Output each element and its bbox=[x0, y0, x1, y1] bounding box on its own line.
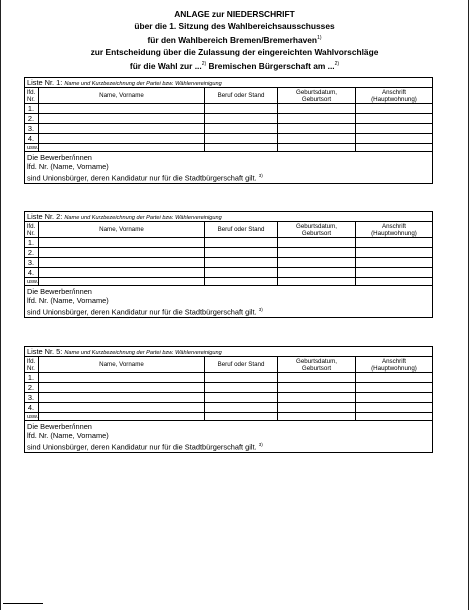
header-line-5: für die Wahl zur ...$^{2)}$ Bremischen Bürgerschaft am ...$^{2)}$ bbox=[129, 60, 340, 71]
col-anschrift: Anschrift (Hauptwohnung) bbox=[356, 357, 433, 373]
anschrift-cell[interactable] bbox=[356, 258, 433, 268]
name-cell[interactable] bbox=[39, 268, 205, 278]
col-geburt: Geburtsdatum, Geburtsort bbox=[278, 222, 356, 238]
geburt-cell[interactable] bbox=[278, 124, 356, 134]
table-row: 3. bbox=[25, 124, 433, 134]
name-cell[interactable] bbox=[39, 403, 205, 413]
header-line-3: für den Wahlbereich Bremen/Bremerhaven$^{1)}$ bbox=[147, 34, 322, 45]
col-lfd-nr: lfd. Nr. bbox=[25, 222, 39, 238]
anschrift-cell[interactable] bbox=[356, 104, 433, 114]
list-block-3 bbox=[24, 346, 433, 453]
geburt-cell[interactable] bbox=[278, 104, 356, 114]
name-cell[interactable] bbox=[39, 124, 205, 134]
list-footer-3: Die Bewerber/innen lfd. Nr. (Name, Vorname) sind Unionsbürger, deren Kandidatur nur für die Stadtbürgerschaft gilt. $^{3)}$ bbox=[25, 421, 433, 453]
col-anschrift: Anschrift (Hauptwohnung) bbox=[356, 88, 433, 104]
footnote-divider bbox=[3, 603, 43, 604]
geburt-cell[interactable] bbox=[278, 114, 356, 124]
anschrift-cell[interactable] bbox=[356, 403, 433, 413]
anschrift-cell[interactable] bbox=[356, 124, 433, 134]
col-anschrift: Anschrift (Hauptwohnung) bbox=[356, 222, 433, 238]
beruf-cell[interactable] bbox=[205, 403, 278, 413]
beruf-cell[interactable] bbox=[205, 238, 278, 248]
table-row: 4. bbox=[25, 268, 433, 278]
geburt-cell[interactable] bbox=[278, 373, 356, 383]
list-table-1 bbox=[24, 77, 433, 184]
table-row-usw: usw. bbox=[25, 144, 433, 152]
anschrift-cell[interactable] bbox=[356, 248, 433, 258]
anschrift-cell[interactable] bbox=[356, 268, 433, 278]
col-name: Name, Vorname bbox=[39, 357, 205, 373]
list-footer-1: Die Bewerber/innen lfd. Nr. (Name, Vorname) sind Unionsbürger, deren Kandidatur nur für die Stadtbürgerschaft gilt. $^{3)}$ bbox=[25, 152, 433, 184]
table-row: 3. bbox=[25, 258, 433, 268]
geburt-cell[interactable] bbox=[278, 403, 356, 413]
geburt-cell[interactable] bbox=[278, 383, 356, 393]
beruf-cell[interactable] bbox=[205, 383, 278, 393]
geburt-cell[interactable] bbox=[278, 268, 356, 278]
col-geburt: Geburtsdatum, Geburtsort bbox=[278, 88, 356, 104]
table-row: 4. bbox=[25, 403, 433, 413]
geburt-cell[interactable] bbox=[278, 134, 356, 144]
name-cell[interactable] bbox=[39, 383, 205, 393]
beruf-cell[interactable] bbox=[205, 258, 278, 268]
geburt-cell[interactable] bbox=[278, 248, 356, 258]
anschrift-cell[interactable] bbox=[356, 393, 433, 403]
list-title-1: Liste Nr. 1: Name und Kurzbezeichnung der Partei bzw. Wählervereinigung bbox=[25, 78, 433, 88]
name-cell[interactable] bbox=[39, 248, 205, 258]
table-row: 1. bbox=[25, 238, 433, 248]
header-title: ANLAGE zur NIEDERSCHRIFT bbox=[174, 9, 295, 19]
col-lfd-nr: lfd. Nr. bbox=[25, 357, 39, 373]
table-row: 4. bbox=[25, 134, 433, 144]
anschrift-cell[interactable] bbox=[356, 238, 433, 248]
table-row: 3. bbox=[25, 393, 433, 403]
col-beruf: Beruf oder Stand bbox=[205, 357, 278, 373]
name-cell[interactable] bbox=[39, 393, 205, 403]
anschrift-cell[interactable] bbox=[356, 383, 433, 393]
document-header bbox=[1, 0, 468, 72]
list-footer-2: Die Bewerber/innen lfd. Nr. (Name, Vorname) sind Unionsbürger, deren Kandidatur nur für die Stadtbürgerschaft gilt. $^{3)}$ bbox=[25, 286, 433, 318]
col-beruf: Beruf oder Stand bbox=[205, 88, 278, 104]
list-block-2 bbox=[24, 211, 433, 318]
geburt-cell[interactable] bbox=[278, 238, 356, 248]
beruf-cell[interactable] bbox=[205, 114, 278, 124]
beruf-cell[interactable] bbox=[205, 124, 278, 134]
name-cell[interactable] bbox=[39, 114, 205, 124]
col-beruf: Beruf oder Stand bbox=[205, 222, 278, 238]
name-cell[interactable] bbox=[39, 134, 205, 144]
table-row: 1. bbox=[25, 373, 433, 383]
header-line-2: über die 1. Sitzung des Wahlbereichsausschusses bbox=[134, 21, 335, 31]
list-table-3 bbox=[24, 346, 433, 453]
beruf-cell[interactable] bbox=[205, 134, 278, 144]
table-row-usw: usw. bbox=[25, 413, 433, 421]
list-title-3: Liste Nr. 5: Name und Kurzbezeichnung der Partei bzw. Wählervereinigung bbox=[25, 347, 433, 357]
name-cell[interactable] bbox=[39, 258, 205, 268]
beruf-cell[interactable] bbox=[205, 393, 278, 403]
beruf-cell[interactable] bbox=[205, 248, 278, 258]
table-row: 2. bbox=[25, 114, 433, 124]
name-cell[interactable] bbox=[39, 373, 205, 383]
col-lfd-nr: lfd. Nr. bbox=[25, 88, 39, 104]
list-table-2 bbox=[24, 211, 433, 318]
col-name: Name, Vorname bbox=[39, 222, 205, 238]
table-row: 2. bbox=[25, 383, 433, 393]
beruf-cell[interactable] bbox=[205, 104, 278, 114]
table-row: 2. bbox=[25, 248, 433, 258]
list-title-2: Liste Nr. 2: Name und Kurzbezeichnung der Partei bzw. Wählervereinigung bbox=[25, 212, 433, 222]
anschrift-cell[interactable] bbox=[356, 373, 433, 383]
geburt-cell[interactable] bbox=[278, 258, 356, 268]
geburt-cell[interactable] bbox=[278, 393, 356, 403]
table-row: 1. bbox=[25, 104, 433, 114]
list-block-1 bbox=[24, 77, 433, 184]
header-line-4: zur Entscheidung über die Zulassung der eingereichten Wahlvorschläge bbox=[90, 46, 379, 57]
beruf-cell[interactable] bbox=[205, 373, 278, 383]
col-geburt: Geburtsdatum, Geburtsort bbox=[278, 357, 356, 373]
name-cell[interactable] bbox=[39, 238, 205, 248]
beruf-cell[interactable] bbox=[205, 268, 278, 278]
anschrift-cell[interactable] bbox=[356, 114, 433, 124]
table-row-usw: usw. bbox=[25, 278, 433, 286]
col-name: Name, Vorname bbox=[39, 88, 205, 104]
name-cell[interactable] bbox=[39, 104, 205, 114]
anschrift-cell[interactable] bbox=[356, 134, 433, 144]
